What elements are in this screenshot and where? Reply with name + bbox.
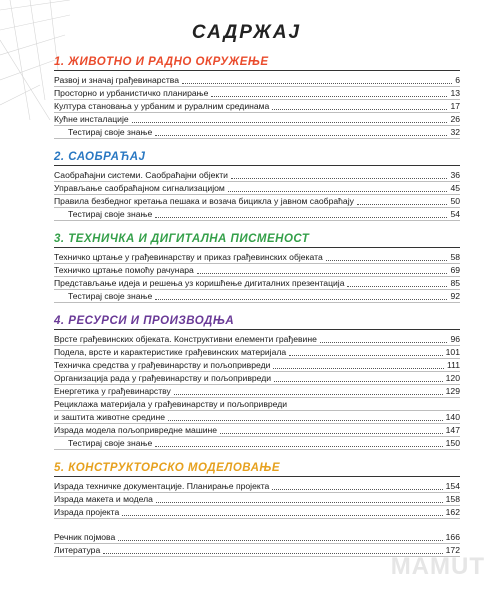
toc-entry-page: 101: [445, 347, 460, 357]
dot-leader: [326, 260, 448, 261]
dot-leader: [132, 122, 448, 123]
toc-entry[interactable]: [54, 182, 460, 195]
dot-leader: [197, 273, 448, 274]
toc-entry-label: Израда техничке документације. Планирање пројекта: [54, 481, 270, 491]
toc-entry-page: 13: [450, 88, 460, 98]
toc-entry-label: Речник појмова: [54, 532, 116, 542]
toc-entry-page: 85: [450, 278, 460, 288]
dot-leader: [320, 342, 448, 343]
toc-entry[interactable]: [54, 277, 460, 290]
toc-entry-page: 154: [445, 481, 460, 491]
dot-leader: [231, 178, 447, 179]
section-heading: 4. РЕСУРСИ И ПРОИЗВОДЊА: [54, 315, 460, 330]
toc-entry-page: 17: [450, 101, 460, 111]
toc-entry-label: Организација рада у грађевинарству и пољопривреди: [54, 373, 272, 383]
toc-entry[interactable]: [54, 169, 460, 182]
toc-entry[interactable]: [54, 100, 460, 113]
toc-entry[interactable]: [54, 195, 460, 208]
section-heading: 3. ТЕХНИЧКА И ДИГИТАЛНА ПИСМЕНОСТ: [54, 233, 460, 248]
toc-entry-page: 36: [450, 170, 460, 180]
dot-leader: [155, 217, 447, 218]
table-of-contents: [54, 56, 460, 569]
section-heading: 5. КОНСТРУКТОРСКО МОДЕЛОВАЊЕ: [54, 462, 460, 477]
section-heading: 1. ЖИВОТНО И РАДНО ОКРУЖЕЊЕ: [54, 56, 460, 71]
toc-entry[interactable]: [54, 251, 460, 264]
toc-section: [54, 151, 460, 221]
toc-entry-page: 172: [445, 545, 460, 555]
toc-entry-label: Просторно и урбанистичко планирање: [54, 88, 209, 98]
toc-entry-label: Израда модела пољопривредне машине: [54, 425, 218, 435]
toc-entry-label: Техничко цртање помоћу рачунара: [54, 265, 194, 275]
toc-entry[interactable]: [54, 126, 460, 139]
toc-entry-page: 147: [445, 425, 460, 435]
dot-leader: [357, 204, 448, 205]
toc-entry-page: 26: [450, 114, 460, 124]
toc-entry-page: 45: [450, 183, 460, 193]
toc-entry-page: 32: [450, 127, 460, 137]
toc-entry-label: Правила безбедног кретања пешака и возача бицикла у јавном саобраћају: [54, 196, 354, 206]
toc-entry-label: Саобраћајни системи. Саобраћајни објекти: [54, 170, 228, 180]
toc-entry-page: 58: [450, 252, 460, 262]
toc-entry-label: Представљање идеја и решења уз коришћење дигиталних презентација: [54, 278, 345, 288]
toc-entry[interactable]: [54, 424, 460, 437]
toc-entry-page: 111: [446, 360, 460, 370]
toc-entry[interactable]: [54, 290, 460, 303]
toc-entry-label: Развој и значај грађевинарства: [54, 75, 180, 85]
toc-entry-label: Рециклажа материјала у грађевинарству и пољопривреди: [54, 399, 288, 409]
toc-entry[interactable]: [54, 208, 460, 221]
toc-entry-label: Тестирај своје знање: [68, 209, 153, 219]
toc-section: [54, 56, 460, 139]
toc-entry[interactable]: [54, 113, 460, 126]
toc-entry-page: 120: [445, 373, 460, 383]
toc-entry-label: Тестирај своје знање: [68, 127, 153, 137]
dot-leader: [273, 368, 444, 369]
toc-section: [54, 233, 460, 303]
dot-leader: [118, 540, 442, 541]
dot-leader: [174, 394, 443, 395]
toc-entry-label: Литература: [54, 545, 101, 555]
toc-entry[interactable]: [54, 372, 460, 385]
toc-entry-page: 140: [445, 412, 460, 422]
toc-entry-label: Тестирај своје знање: [68, 438, 153, 448]
toc-entry[interactable]: [54, 264, 460, 277]
toc-entry[interactable]: [54, 333, 460, 346]
dot-leader: [155, 299, 447, 300]
toc-entry-label: Техничко цртање у грађевинарству и приказ грађевинских објеката: [54, 252, 323, 262]
dot-leader: [156, 502, 443, 503]
toc-entry-page: 166: [445, 532, 460, 542]
toc-entry[interactable]: [54, 411, 460, 424]
toc-entry-page: 69: [450, 265, 460, 275]
toc-entry[interactable]: [54, 493, 460, 506]
dot-leader: [272, 109, 447, 110]
toc-entry[interactable]: [54, 87, 460, 100]
dot-leader: [182, 83, 452, 84]
toc-entry-page: 6: [455, 75, 460, 85]
dot-leader: [274, 381, 443, 382]
toc-entry-page: 150: [445, 438, 460, 448]
toc-entry[interactable]: [54, 346, 460, 359]
toc-entry[interactable]: [54, 506, 460, 519]
toc-entry[interactable]: [54, 398, 460, 411]
toc-entry-label: Тестирај своје знање: [68, 291, 153, 301]
toc-entry-label: Управљање саобраћајном сигнализацијом: [54, 183, 225, 193]
toc-entry[interactable]: [54, 531, 460, 544]
toc-entry-label: Подела, врсте и карактеристике грађевинских материјала: [54, 347, 287, 357]
toc-entry-label: и заштита животне средине: [54, 412, 166, 422]
page-title: САДРЖАЈ: [191, 22, 302, 43]
dot-leader: [155, 135, 447, 136]
dot-leader: [211, 96, 447, 97]
toc-section: [54, 462, 460, 519]
toc-entry-label: Енергетика у грађевинарству: [54, 386, 171, 396]
dot-leader: [168, 420, 443, 421]
dot-leader: [228, 191, 448, 192]
watermark-logo: MAMUT: [390, 553, 485, 580]
toc-entry-page: 158: [445, 494, 460, 504]
toc-entry-page: 96: [450, 334, 460, 344]
dot-leader: [220, 433, 443, 434]
toc-entry[interactable]: [54, 74, 460, 87]
toc-entry-label: Култура становања у урбаним и руралним срединама: [54, 101, 270, 111]
toc-entry[interactable]: [54, 437, 460, 450]
section-heading: 2. САОБРАЋАЈ: [54, 151, 460, 166]
dot-leader: [289, 355, 442, 356]
dot-leader: [155, 446, 442, 447]
toc-entry-page: 162: [445, 507, 460, 517]
dot-leader: [272, 489, 442, 490]
toc-entry-page: 54: [450, 209, 460, 219]
toc-entry-label: Врсте грађевинских објеката. Конструктивни елементи грађевине: [54, 334, 317, 344]
toc-entry-label: Израда пројекта: [54, 507, 120, 517]
toc-entry[interactable]: [54, 359, 460, 372]
toc-entry-page: 129: [445, 386, 460, 396]
toc-entry-label: Израда макета и модела: [54, 494, 153, 504]
dot-leader: [122, 515, 442, 516]
toc-entry-label: Техничка средства у грађевинарству и пољопривреди: [54, 360, 271, 370]
toc-entry-page: 92: [450, 291, 460, 301]
toc-entry-page: 50: [450, 196, 460, 206]
toc-section: [54, 315, 460, 450]
toc-entry[interactable]: [54, 480, 460, 493]
toc-entry[interactable]: [54, 385, 460, 398]
toc-entry-label: Кућне инсталације: [54, 114, 129, 124]
dot-leader: [347, 286, 447, 287]
